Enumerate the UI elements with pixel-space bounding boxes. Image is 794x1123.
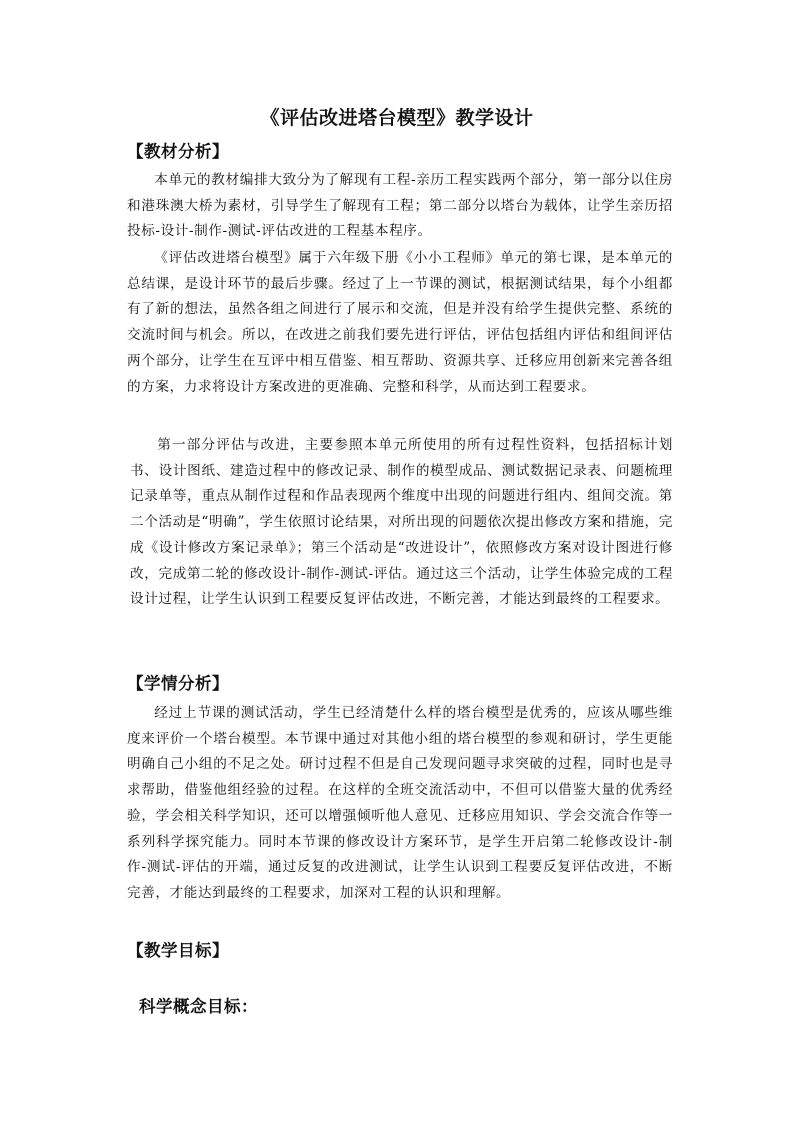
section-heading-textbook-analysis: 【教材分析】 xyxy=(127,142,229,161)
document-title: 《评估改进塔台模型》教学设计 xyxy=(260,107,534,129)
section-heading-teaching-goals: 【教学目标】 xyxy=(127,941,229,960)
section-heading-student-analysis: 【学情分析】 xyxy=(127,674,229,693)
paragraph-textbook-analysis-2: 《评估改进塔台模型》属于六年级下册《小小工程师》单元的第七课，是本单元的总结课，是设计环节的最后步骤。经过了上一节课的测试，根据测试结果，每个小组都有了新的想法，虽然各组之间进行了展示和交流，但是并没有给学生提供完整、系统的交流时间与机会。所以，在改进之前我们要先进行评估，评估包括组内评估和组间评估两个部分，让学生在互评中相互借鉴、相互帮助、资源共享、迁移应用创新来完善各组的方案，力求将设计方案改进的更准确、完整和科学，从而达到工程要求。 xyxy=(127,250,673,395)
paragraph-textbook-analysis-3: 第一部分评估与改进，主要参照本单元所使用的所有过程性资料，包括招标计划书、设计图纸、建造过程中的修改记录、制作的模型成品、测试数据记录表、问题梳理记录单等，重点从制作过程和作品表现两个维度中出现的问题进行组内、组间交流。第二个活动是“明确”，学生依照讨论结果，对所出现的问题依次提出修改方案和措施，完成《设计修改方案记录单》；第三个活动是“改进设计”，依照修改方案对设计图进行修改，完成第二轮的修改设计-制作-测试-评估。通过这三个活动，让学生体验完成的工程设计过程，让学生认识到工程要反复评估改进，不断完善，才能达到最终的工程要求。 xyxy=(130,437,673,608)
subheading-science-concept-goals: 科学概念目标： xyxy=(139,997,258,1016)
paragraph-student-analysis: 经过上节课的测试活动，学生已经清楚什么样的塔台模型是优秀的，应该从哪些维度来评价一个塔台模型。本节课中通过对其他小组的塔台模型的参观和研讨，学生更能明确自己小组的不足之处。研讨过程不但是自己发现问题寻求突破的过程，同时也是寻求帮助，借鉴他组经验的过程。在这样的全班交流活动中，不但可以借鉴大量的优秀经验，学会相关科学知识，还可以增强倾听他人意见、迁移应用知识、学会交流合作等一系列科学探究能力。同时本节课的修改设计方案环节，是学生开启第二轮修改设计-制作-测试-评估的开端，通过反复的改进测试，让学生认识到工程要反复评估改进，不断完善，才能达到最终的工程要求，加深对工程的认识和理解。 xyxy=(127,705,673,901)
paragraph-textbook-analysis-1: 本单元的教材编排大致分为了解现有工程-亲历工程实践两个部分，第一部分以住房和港珠澳大桥为素材，引导学生了解现有工程；第二部分以塔台为载体，让学生亲历招投标-设计-制作-测试-评估改进的工程基本程序。 xyxy=(127,172,673,240)
